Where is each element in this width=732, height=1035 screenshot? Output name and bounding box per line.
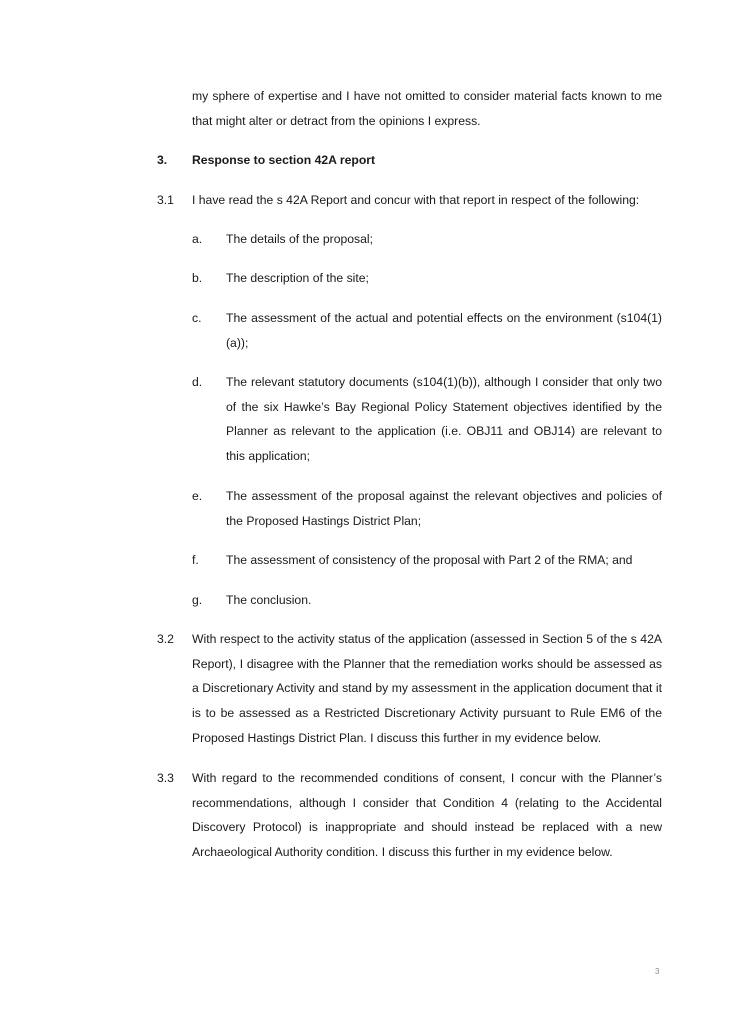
- list-item-f: The assessment of consistency of the proposal with Part 2 of the RMA; and: [226, 553, 633, 567]
- paragraph-number-3-1: 3.1: [157, 193, 174, 207]
- page-number: 3: [655, 967, 660, 976]
- paragraph-3-1-text: I have read the s 42A Report and concur with that report in respect of the following:: [192, 193, 640, 207]
- list-letter-f: f.: [192, 553, 199, 567]
- section-heading: Response to section 42A report: [192, 153, 376, 167]
- paragraph-3-3-text: With regard to the recommended conditions of consent, I concur with the Planner’s recommendations, although I consider that Condition 4 (relating to the Accidental Discovery Protocol) is inappropriate and should instead be replaced with a new Archaeological Authority condition. I discuss this further in my evidence below.: [192, 771, 662, 860]
- list-letter-d: d.: [192, 375, 203, 389]
- section-number: 3.: [157, 153, 168, 167]
- paragraph-number-3-2: 3.2: [157, 632, 174, 646]
- continuation-paragraph: my sphere of expertise and I have not omitted to consider material facts known to me that might alter or detract from the opinions I express.: [192, 89, 662, 128]
- list-letter-e: e.: [192, 489, 203, 503]
- list-item-c: The assessment of the actual and potential effects on the environment (s104(1)(a));: [226, 311, 662, 350]
- list-item-g: The conclusion.: [226, 593, 312, 607]
- list-letter-a: a.: [192, 232, 203, 246]
- list-item-a: The details of the proposal;: [226, 232, 374, 246]
- list-letter-g: g.: [192, 593, 203, 607]
- list-letter-c: c.: [192, 311, 202, 325]
- list-letter-b: b.: [192, 271, 203, 285]
- paragraph-number-3-3: 3.3: [157, 771, 174, 785]
- list-item-e: The assessment of the proposal against the relevant objectives and policies of the Proposed Hastings District Plan;: [226, 489, 662, 528]
- list-item-d: The relevant statutory documents (s104(1)(b)), although I consider that only two of the six Hawke’s Bay Regional Policy Statement objectives identified by the Planner as relevant to the application (i.e. OBJ11 and OBJ14) are relevant to this application;: [226, 375, 662, 464]
- paragraph-3-2-text: With respect to the activity status of the application (assessed in Section 5 of the s 42A Report), I disagree with the Planner that the remediation works should be assessed as a Discretionary Activity and stand by my assessment in the application document that it is to be assessed as a Restricted Discretionary Activity pursuant to Rule EM6 of the Proposed Hastings District Plan. I discuss this further in my evidence below.: [192, 632, 662, 745]
- list-item-b: The description of the site;: [226, 271, 369, 285]
